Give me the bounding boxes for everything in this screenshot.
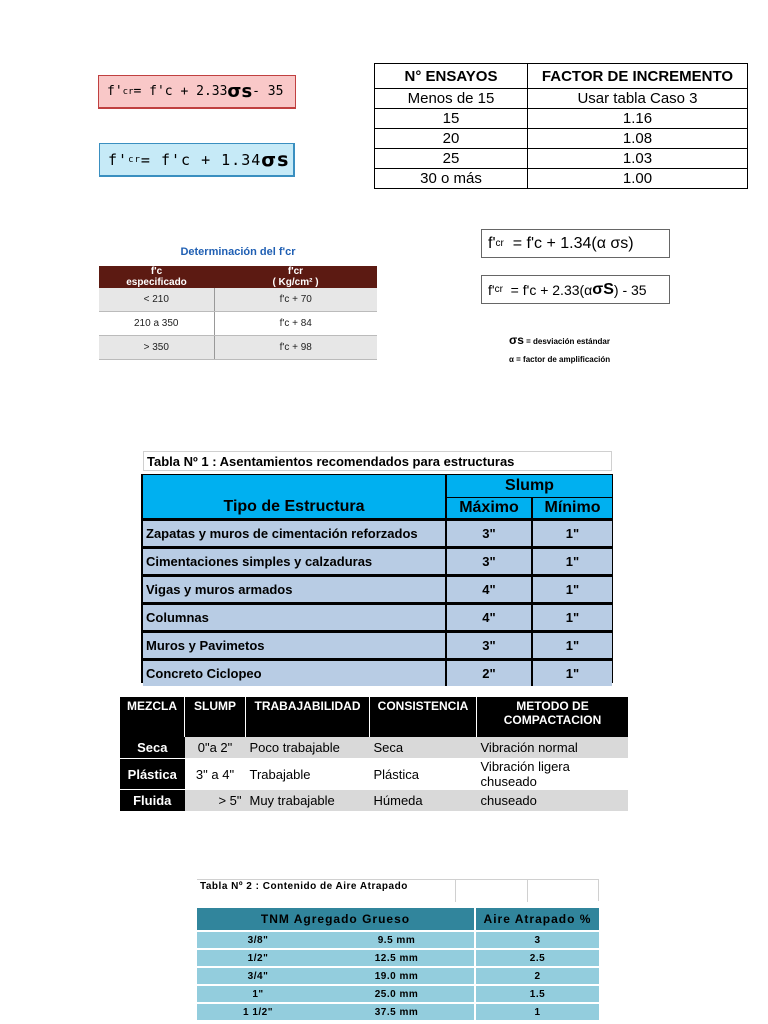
cell: 1.00: [528, 169, 748, 189]
cell: 2": [446, 660, 532, 687]
formula-rhs: = f'c + 1.34: [140, 150, 262, 169]
cell: 19.0 mm: [319, 967, 475, 985]
header-metodo-line1: METODO DE: [516, 699, 589, 713]
formula-lhs: f': [108, 150, 129, 169]
cell: Usar tabla Caso 3: [528, 89, 748, 109]
ensayos-table: [374, 63, 748, 189]
sigma-symbol: σs: [509, 333, 524, 347]
cell: f'c + 98: [214, 336, 377, 360]
header-fcr-line1: f'cr: [287, 266, 304, 277]
header-max: Máximo: [446, 498, 532, 520]
cell: 210 a 350: [99, 312, 214, 336]
header-factor: FACTOR DE INCREMENTO: [528, 64, 748, 89]
header-mezcla: MEZCLA: [120, 697, 185, 737]
table-row: [197, 985, 599, 1003]
formula-sub: cr: [495, 238, 504, 249]
table-row: [375, 169, 748, 189]
cell: Seca: [370, 737, 477, 759]
tabla1: [143, 475, 612, 686]
cell: Fluida: [120, 790, 185, 812]
cell: 1/2": [197, 949, 319, 967]
formula-lhs: f': [488, 234, 496, 252]
table-row: [197, 949, 599, 967]
tabla2-title-row: [197, 879, 599, 901]
formula-box-alpha-233: [481, 275, 670, 304]
cell: 4": [446, 604, 532, 632]
cell: Plástica: [370, 759, 477, 790]
header-tipo-label: Tipo de Estructura: [223, 498, 365, 515]
cell: 25.0 mm: [319, 985, 475, 1003]
table-row: [120, 737, 628, 759]
cell: 1": [532, 632, 612, 660]
header-metodo: [477, 697, 629, 737]
cell: Zapatas y muros de cimentación reforzados: [143, 520, 446, 548]
table-row: [99, 336, 377, 360]
header-tnm: TNM Agregado Grueso: [197, 908, 475, 931]
header-consistencia: CONSISTENCIA: [370, 697, 477, 737]
cell: Plástica: [120, 759, 185, 790]
cell: Muros y Pavimetos: [143, 632, 446, 660]
table-row: [375, 149, 748, 169]
table-row: [143, 548, 612, 576]
table-row: [143, 520, 612, 548]
table-row: [375, 89, 748, 109]
legend-text: = desviación estándar: [523, 337, 610, 346]
cell: Vibración ligera chuseado: [477, 759, 629, 790]
cell: 3/8": [197, 931, 319, 949]
cell: 3: [475, 931, 599, 949]
cell: 3": [446, 548, 532, 576]
table-row: [143, 632, 612, 660]
formula-box-233: [98, 75, 296, 109]
formula-sub: cr: [122, 86, 134, 97]
formula-rhs: = f'c + 1.34(α σs): [503, 234, 634, 252]
cell: 20: [375, 129, 528, 149]
cell: > 5": [185, 790, 246, 812]
header-trabajabilidad: TRABAJABILIDAD: [246, 697, 370, 737]
header-fc-line1: f'c: [150, 266, 163, 277]
formula-rhs: = f'c + 2.33: [133, 84, 228, 99]
formula-box-134: [99, 143, 295, 177]
cell: < 210: [99, 288, 214, 312]
grid-line: [527, 880, 528, 902]
formula-rhs: = f'c + 2.33(α: [502, 281, 593, 298]
formula-box-alpha-134: [481, 229, 670, 258]
table-row: [375, 129, 748, 149]
cell: 1 1/2": [197, 1003, 319, 1021]
table-row: [99, 312, 377, 336]
determinacion-title: Determinación del f'cr: [180, 246, 296, 258]
cell: 30 o más: [375, 169, 528, 189]
legend-factor: α = factor de amplificación: [509, 355, 611, 364]
header-fc: [99, 266, 214, 288]
table-row: [197, 1003, 599, 1021]
cell: f'c + 84: [214, 312, 377, 336]
table-header-row: [375, 64, 748, 89]
table-header-row: [197, 908, 599, 931]
cell: 0"a 2": [185, 737, 246, 759]
cell: 1.16: [528, 109, 748, 129]
formula-lhs: f': [488, 281, 495, 298]
table-row: [120, 790, 628, 812]
formula-sub: cr: [128, 154, 141, 165]
tabla1-title-row: [143, 451, 612, 471]
formula-rhs-tail: ) - 35: [613, 281, 647, 298]
cell: f'c + 70: [214, 288, 377, 312]
cell: Seca: [120, 737, 185, 759]
cell: Vigas y muros armados: [143, 576, 446, 604]
cell: 2: [475, 967, 599, 985]
cell: 9.5 mm: [319, 931, 475, 949]
tabla1-title: Tabla Nº 1 : Asentamientos recomendados para estructuras: [147, 454, 515, 469]
header-slump: SLUMP: [185, 697, 246, 737]
cell: 1": [532, 660, 612, 687]
header-slump: Slump: [446, 475, 612, 498]
cell: 2.5: [475, 949, 599, 967]
table-row: [197, 931, 599, 949]
cell: 1.03: [528, 149, 748, 169]
cell: 25: [375, 149, 528, 169]
cell: 1: [475, 1003, 599, 1021]
table-row: [143, 660, 612, 687]
formula-lhs: f': [107, 84, 123, 99]
header-fcr: [214, 266, 377, 288]
cell: 37.5 mm: [319, 1003, 475, 1021]
formula-sub: cr: [494, 284, 503, 295]
cell: Trabajable: [246, 759, 370, 790]
header-fcr-line2: ( Kg/cm² ): [272, 277, 319, 288]
tabla2-title: Tabla Nº 2 : Contenido de Aire Atrapado: [200, 881, 408, 892]
table-row: [143, 604, 612, 632]
cell: 3" a 4": [185, 759, 246, 790]
header-min: Mínimo: [532, 498, 612, 520]
cell: Muy trabajable: [246, 790, 370, 812]
cell: 1": [532, 576, 612, 604]
cell: > 350: [99, 336, 214, 360]
cell: Vibración normal: [477, 737, 629, 759]
cell: 3": [446, 632, 532, 660]
tabla2: [197, 908, 599, 1022]
header-aire: Aire Atrapado %: [475, 908, 599, 931]
cell: 3": [446, 520, 532, 548]
table-row: [375, 109, 748, 129]
cell: 1": [532, 520, 612, 548]
table-row: [197, 967, 599, 985]
header-tipo: [143, 475, 446, 520]
cell: 1": [197, 985, 319, 1003]
header-metodo-line2: COMPACTACION: [503, 713, 602, 727]
determinacion-table: [99, 266, 377, 360]
table-row: [99, 288, 377, 312]
cell: Poco trabajable: [246, 737, 370, 759]
cell: Húmeda: [370, 790, 477, 812]
cell: 1.5: [475, 985, 599, 1003]
formula-rhs-tail: - 35: [252, 84, 284, 99]
sigma-symbol: σs: [261, 148, 290, 171]
grid-line: [455, 880, 456, 902]
table-header-row: [99, 266, 377, 288]
mezcla-table: [120, 697, 628, 812]
header-n-ensayos: N° ENSAYOS: [375, 64, 528, 89]
cell: Columnas: [143, 604, 446, 632]
sigma-symbol: σs: [227, 81, 253, 102]
header-fc-line2: especificado: [126, 277, 187, 288]
cell: Menos de 15: [375, 89, 528, 109]
cell: 1": [532, 604, 612, 632]
cell: chuseado: [477, 790, 629, 812]
table-row: [120, 759, 628, 790]
cell: 4": [446, 576, 532, 604]
table-header-row: [120, 697, 628, 737]
cell: 3/4": [197, 967, 319, 985]
cell: Concreto Ciclopeo: [143, 660, 446, 687]
legend-desviacion: [509, 333, 610, 347]
cell: Cimentaciones simples y calzaduras: [143, 548, 446, 576]
table-header-row: [143, 475, 612, 498]
cell: 1.08: [528, 129, 748, 149]
sigma-symbol: σS: [592, 280, 614, 298]
cell: 15: [375, 109, 528, 129]
cell: 1": [532, 548, 612, 576]
cell: 12.5 mm: [319, 949, 475, 967]
table-row: [143, 576, 612, 604]
